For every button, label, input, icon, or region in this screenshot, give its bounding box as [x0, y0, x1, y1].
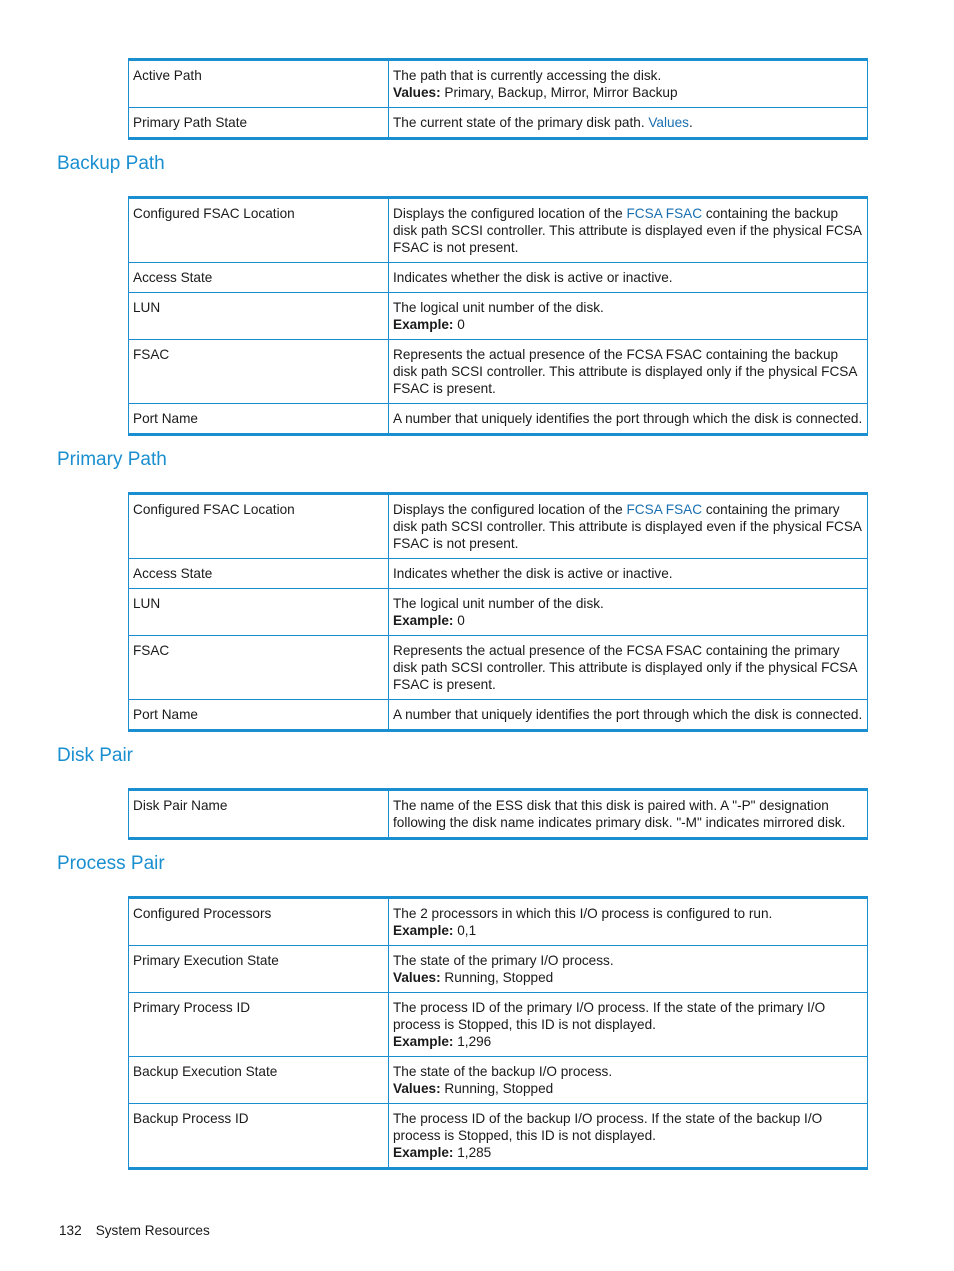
- fcsa-fsac-link[interactable]: FCSA FSAC: [626, 502, 703, 517]
- attr-desc: [389, 993, 868, 1057]
- process-pair-table: [128, 896, 868, 1170]
- table-row: [129, 700, 868, 731]
- table-row: [129, 993, 868, 1057]
- attr-name: Port Name: [129, 404, 389, 435]
- desc-text: The 2 processors in which this I/O process is configured to run.: [393, 906, 773, 921]
- section-heading-disk-pair: Disk Pair: [57, 745, 134, 766]
- attr-name: Primary Path State: [129, 108, 389, 139]
- desc-text: The path that is currently accessing the disk.: [393, 68, 662, 83]
- desc-text: The logical unit number of the disk.: [393, 300, 604, 315]
- desc-text: The logical unit number of the disk.: [393, 596, 604, 611]
- desc-values: [393, 84, 863, 101]
- values-text: Running, Stopped: [440, 970, 554, 985]
- values-link[interactable]: Values: [648, 115, 689, 130]
- values-label: Values:: [393, 970, 441, 985]
- attr-desc: [389, 494, 868, 559]
- attr-name: Backup Process ID: [129, 1104, 389, 1169]
- fcsa-fsac-link[interactable]: FCSA FSAC: [626, 206, 703, 221]
- table-row: [129, 790, 868, 839]
- values-text: Running, Stopped: [440, 1081, 554, 1096]
- desc-text: Displays the configured location of the: [393, 206, 627, 221]
- table-row: [129, 263, 868, 293]
- table-row: [129, 898, 868, 946]
- table-row: [129, 404, 868, 435]
- example-label: Example:: [393, 1145, 454, 1160]
- attr-desc: Indicates whether the disk is active or inactive.: [389, 263, 868, 293]
- attr-name: Disk Pair Name: [129, 790, 389, 839]
- attr-desc: [389, 293, 868, 340]
- desc-end: .: [688, 115, 693, 130]
- attr-desc: Represents the actual presence of the FCSA FSAC containing the primary disk path SCSI controller. This attribute is displayed only if the physical FCSA FSAC is present.: [389, 636, 868, 700]
- attr-desc: [389, 108, 868, 139]
- table-row: [129, 108, 868, 139]
- page-number: 132: [59, 1223, 82, 1238]
- attr-name: Configured FSAC Location: [129, 494, 389, 559]
- desc-text: The current state of the primary disk path.: [393, 115, 649, 130]
- desc-values: [393, 1080, 863, 1097]
- attr-name: LUN: [129, 589, 389, 636]
- footer-section-title: System Resources: [95, 1223, 210, 1238]
- attr-name: FSAC: [129, 340, 389, 404]
- table-row: [129, 494, 868, 559]
- desc-text: containing the backup disk path SCSI controller. This attribute is displayed even if the physical FCSA FSAC is not present.: [393, 206, 862, 255]
- attr-name: Backup Execution State: [129, 1057, 389, 1104]
- attr-desc: A number that uniquely identifies the port through which the disk is connected.: [389, 700, 868, 731]
- desc-example: [393, 1144, 863, 1161]
- desc-text: The state of the primary I/O process.: [393, 953, 614, 968]
- desc-text: The state of the backup I/O process.: [393, 1064, 613, 1079]
- desc-text: Displays the configured location of the: [393, 502, 627, 517]
- values-text: Primary, Backup, Mirror, Mirror Backup: [440, 85, 678, 100]
- example-label: Example:: [393, 923, 454, 938]
- example-text: 1,285: [453, 1145, 492, 1160]
- attr-desc: A number that uniquely identifies the port through which the disk is connected.: [389, 404, 868, 435]
- page-footer: [59, 1223, 210, 1238]
- example-label: Example:: [393, 613, 454, 628]
- table-row: [129, 1057, 868, 1104]
- section-heading-primary-path: Primary Path: [57, 449, 167, 470]
- example-text: 0: [453, 613, 465, 628]
- attr-name: LUN: [129, 293, 389, 340]
- attr-desc: [389, 946, 868, 993]
- attr-name: Configured Processors: [129, 898, 389, 946]
- attr-desc: Represents the actual presence of the FCSA FSAC containing the backup disk path SCSI controller. This attribute is displayed only if the physical FCSA FSAC is present.: [389, 340, 868, 404]
- table-row: [129, 946, 868, 993]
- attr-desc: [389, 589, 868, 636]
- attr-name: FSAC: [129, 636, 389, 700]
- section-heading-process-pair: Process Pair: [57, 853, 165, 874]
- backup-path-table: [128, 196, 868, 436]
- attr-name: Port Name: [129, 700, 389, 731]
- attr-desc: [389, 198, 868, 263]
- attr-desc: [389, 1104, 868, 1169]
- table-row: [129, 198, 868, 263]
- path-state-table: [128, 58, 868, 140]
- table-row: [129, 340, 868, 404]
- desc-text: containing the primary disk path SCSI controller. This attribute is displayed even if the physical FCSA FSAC is not present.: [393, 502, 862, 551]
- desc-example: [393, 316, 863, 333]
- example-text: 1,296: [453, 1034, 492, 1049]
- attr-desc: [389, 1057, 868, 1104]
- attr-desc: Indicates whether the disk is active or inactive.: [389, 559, 868, 589]
- table-row: [129, 559, 868, 589]
- attr-name: Primary Execution State: [129, 946, 389, 993]
- table-row: [129, 60, 868, 108]
- desc-text: The process ID of the primary I/O process. If the state of the primary I/O process is Stopped, this ID is not displayed.: [393, 1000, 826, 1032]
- table-row: [129, 636, 868, 700]
- attr-desc: [389, 898, 868, 946]
- desc-values: [393, 969, 863, 986]
- table-row: [129, 293, 868, 340]
- example-text: 0,1: [453, 923, 477, 938]
- disk-pair-table: [128, 788, 868, 840]
- values-label: Values:: [393, 85, 441, 100]
- table-row: [129, 1104, 868, 1169]
- desc-text: The process ID of the backup I/O process. If the state of the backup I/O process is Stopped, this ID is not displayed.: [393, 1111, 823, 1143]
- attr-name: Active Path: [129, 60, 389, 108]
- attr-name: Configured FSAC Location: [129, 198, 389, 263]
- example-text: 0: [453, 317, 465, 332]
- section-heading-backup-path: Backup Path: [57, 153, 165, 174]
- example-label: Example:: [393, 1034, 454, 1049]
- desc-example: [393, 612, 863, 629]
- attr-desc: [389, 60, 868, 108]
- attr-name: Primary Process ID: [129, 993, 389, 1057]
- desc-example: [393, 922, 863, 939]
- table-row: [129, 589, 868, 636]
- values-label: Values:: [393, 1081, 441, 1096]
- primary-path-table: [128, 492, 868, 732]
- attr-desc: The name of the ESS disk that this disk is paired with. A "-P" designation following the disk name indicates primary disk. "-M" indicates mirrored disk.: [389, 790, 868, 839]
- attr-name: Access State: [129, 263, 389, 293]
- attr-name: Access State: [129, 559, 389, 589]
- example-label: Example:: [393, 317, 454, 332]
- desc-example: [393, 1033, 863, 1050]
